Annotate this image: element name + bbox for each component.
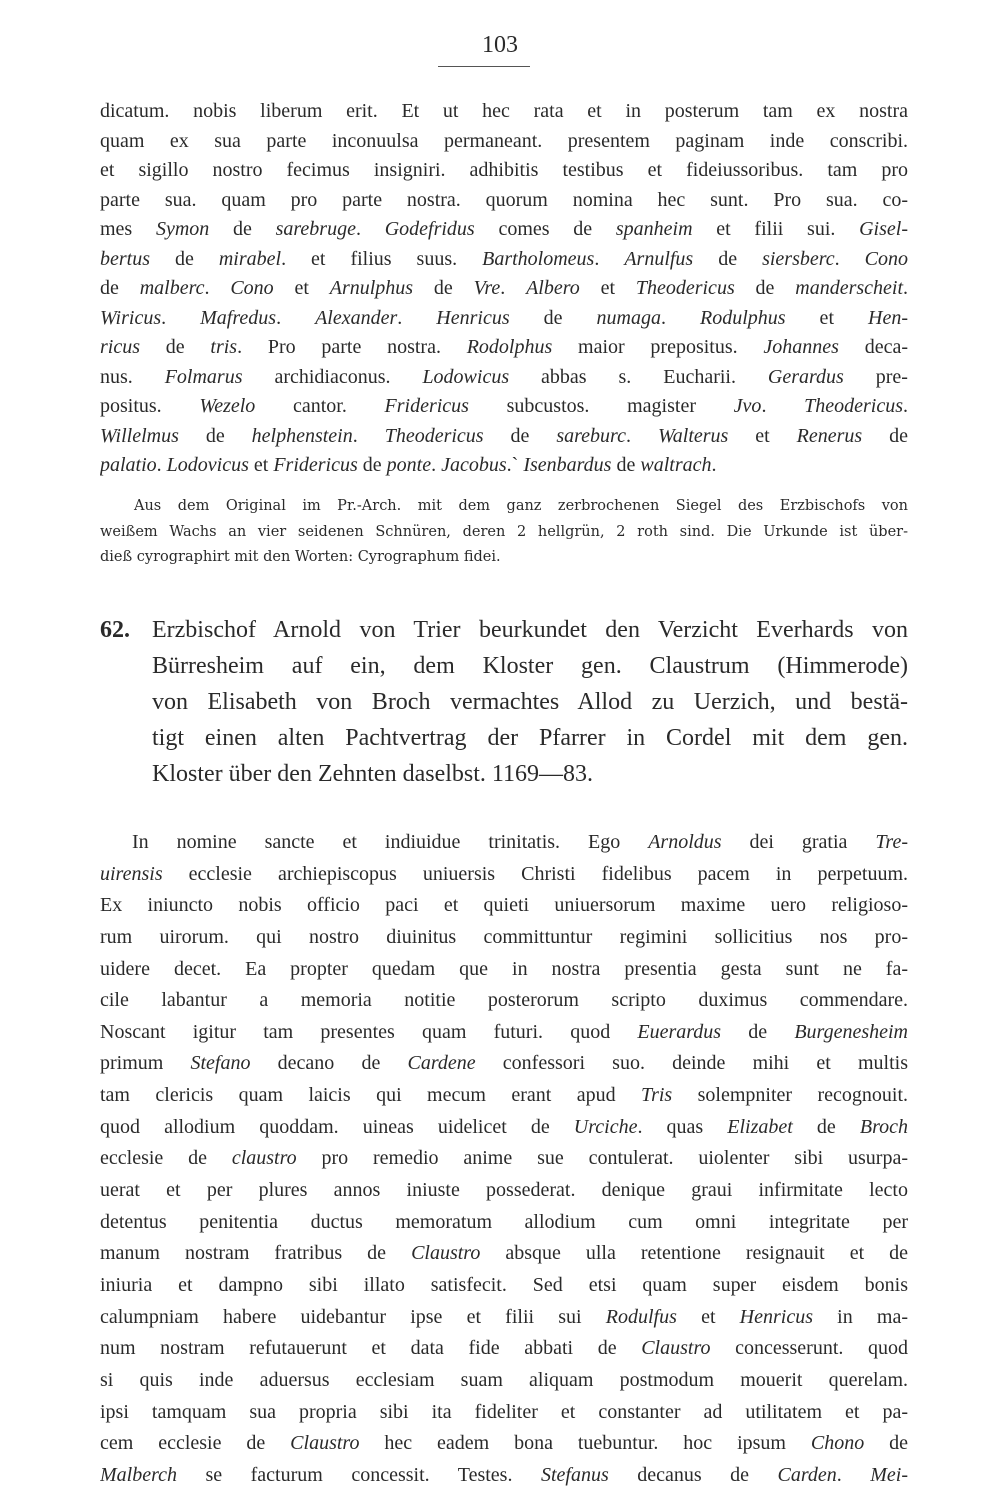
text-line bbox=[100, 156, 908, 186]
text-line bbox=[100, 304, 908, 334]
text-line bbox=[100, 494, 908, 520]
text-run: si quis inde aduersus ecclesiam suam aliquam postmodum mouerit querelam. bbox=[100, 1368, 908, 1391]
text-run: in ma- bbox=[813, 1305, 908, 1328]
text-line bbox=[152, 648, 908, 684]
italic-name: Broch bbox=[859, 1115, 908, 1138]
text-run: dieß cyrographirt mit den Worten: Cyrographum fidei. bbox=[100, 549, 501, 565]
text-run: . bbox=[625, 424, 658, 447]
text-run: de bbox=[413, 277, 474, 299]
text-run: et bbox=[785, 306, 869, 329]
italic-name: Alexander bbox=[315, 306, 398, 329]
text-run: subcustos. magister bbox=[468, 395, 734, 417]
italic-name: Cono bbox=[864, 247, 908, 270]
text-run: maior prepositus. bbox=[552, 336, 764, 358]
italic-name: spanheim bbox=[615, 218, 693, 240]
text-line bbox=[100, 520, 908, 546]
italic-name: Mafredus bbox=[200, 306, 277, 329]
text-run: absque ulla retentione resignauit et de bbox=[480, 1242, 908, 1265]
text-line bbox=[100, 1270, 908, 1302]
text-run: parte sua. quam pro parte nostra. quorum nomina hec sunt. Pro sua. co- bbox=[100, 188, 908, 211]
text-run: de bbox=[734, 277, 796, 299]
italic-name: Folmarus bbox=[164, 365, 243, 388]
text-run: . bbox=[276, 306, 316, 329]
text-run: et sigillo nostro fecimus insigniri. adhibitis testibus et fideiussoribus. tam pro bbox=[100, 159, 908, 181]
text-run: de bbox=[178, 424, 252, 447]
text-line bbox=[100, 1333, 908, 1365]
text-run: rum uirorum. qui nostro diuinitus committuntur regimini sollicitius nos pro- bbox=[100, 925, 908, 948]
text-run: . bbox=[903, 395, 908, 417]
text-run: Bürresheim auf ein, dem Kloster gen. Claustrum (Himmerode) bbox=[152, 653, 908, 679]
italic-name: Fridericus bbox=[273, 454, 358, 476]
text-run: . bbox=[355, 218, 385, 240]
text-line bbox=[152, 684, 908, 720]
text-run: calumpniam habere uidebantur ipse et filii sui bbox=[100, 1305, 606, 1328]
italic-name: Lodowicus bbox=[422, 365, 510, 388]
italic-name: bertus bbox=[100, 247, 150, 270]
italic-name: Cardene bbox=[407, 1052, 476, 1075]
text-run: . bbox=[836, 1463, 871, 1486]
italic-name: Isenbardus bbox=[523, 454, 612, 476]
italic-name: palatio bbox=[100, 454, 157, 476]
text-line bbox=[152, 612, 908, 648]
text-run: primum bbox=[100, 1052, 191, 1075]
text-run: ecclesie de bbox=[100, 1147, 232, 1170]
italic-name: tris bbox=[210, 336, 238, 358]
text-line bbox=[100, 1080, 908, 1112]
text-run: . et filius suus. bbox=[281, 247, 483, 270]
italic-name: Walterus bbox=[657, 424, 729, 447]
italic-name: waltrach bbox=[640, 454, 712, 476]
text-line bbox=[100, 1397, 908, 1429]
italic-name: Rodolphus bbox=[466, 336, 553, 358]
text-line bbox=[100, 859, 908, 891]
text-run: Aus dem Original im Pr.-Arch. mit dem ganz zerbrochenen Siegel des Erzbischofs von bbox=[134, 498, 908, 514]
italic-name: Theodericus bbox=[384, 424, 484, 447]
text-run: Erzbischof Arnold von Trier beurkundet den Verzicht Everhards von bbox=[152, 617, 908, 643]
text-run: manum nostram fratribus de bbox=[100, 1242, 412, 1265]
text-line bbox=[100, 1048, 908, 1080]
italic-name: Renerus bbox=[796, 424, 863, 447]
text-run: de bbox=[150, 247, 219, 270]
text-run: . bbox=[352, 424, 385, 447]
text-line bbox=[100, 1365, 908, 1397]
text-line bbox=[100, 127, 908, 157]
text-run: . bbox=[161, 306, 201, 329]
italic-name: Wiricus bbox=[100, 306, 162, 329]
italic-name: Cono bbox=[230, 277, 274, 299]
italic-name: Johannes bbox=[763, 336, 839, 358]
text-line bbox=[100, 97, 908, 127]
italic-name: Theodericus bbox=[804, 395, 904, 417]
document-number: 62. bbox=[100, 617, 130, 643]
text-run: de bbox=[792, 1115, 860, 1138]
text-run: se facturum concessit. Testes. bbox=[177, 1463, 541, 1486]
text-run: num nostram refutauerunt et data fide abbati de bbox=[100, 1337, 642, 1360]
text-line bbox=[100, 954, 908, 986]
text-run: de bbox=[864, 1432, 908, 1455]
text-run: . bbox=[761, 395, 805, 417]
text-run: de bbox=[611, 454, 641, 476]
text-run: detentus penitentia ductus memoratum allodium cum omni integritate per bbox=[100, 1210, 908, 1233]
text-run: Kloster über den Zehnten daselbst. 1169—83. bbox=[152, 761, 594, 787]
text-run: . bbox=[431, 454, 442, 476]
italic-name: Chono bbox=[810, 1432, 865, 1455]
italic-name: manderscheit bbox=[795, 277, 904, 299]
text-run: et bbox=[676, 1305, 740, 1328]
text-run: ipsi tamquam sua propria sibi ita fideliter et constanter ad utilitatem et pa- bbox=[100, 1400, 908, 1423]
text-run: . bbox=[594, 247, 625, 270]
italic-name: Willelmus bbox=[100, 424, 179, 447]
text-line bbox=[100, 245, 908, 275]
text-run: tigt einen alten Pachtvertrag der Pfarrer in Cordel mit dem gen. bbox=[152, 725, 908, 751]
italic-name: Arnulfus bbox=[624, 247, 694, 270]
text-line bbox=[100, 1302, 908, 1334]
text-run: deca- bbox=[838, 336, 908, 358]
text-run: uidere decet. Ea propter quedam que in nostra presentia gesta sunt ne fa- bbox=[100, 957, 908, 980]
text-line bbox=[100, 890, 908, 922]
italic-name: malberc bbox=[139, 277, 205, 299]
text-line bbox=[100, 333, 908, 363]
italic-name: claustro bbox=[231, 1147, 297, 1170]
text-line bbox=[100, 215, 908, 245]
text-run: archidiaconus. bbox=[242, 365, 423, 388]
text-run: . Pro parte nostra. bbox=[237, 336, 467, 358]
text-run: Noscant igitur tam presentes quam futuri. quod bbox=[100, 1020, 638, 1043]
text-line bbox=[100, 392, 908, 422]
italic-name: Wezelo bbox=[199, 395, 256, 417]
heading-text bbox=[152, 612, 908, 792]
italic-name: uirensis bbox=[100, 862, 163, 885]
text-line bbox=[100, 422, 908, 452]
text-line bbox=[100, 451, 908, 481]
italic-name: Tre- bbox=[875, 831, 908, 853]
text-line bbox=[100, 1017, 908, 1049]
text-run: cantor. bbox=[255, 395, 385, 417]
text-run: concesserunt. quod bbox=[710, 1337, 908, 1360]
text-run: . quas bbox=[637, 1115, 728, 1138]
italic-name: sarebruge bbox=[275, 218, 356, 240]
italic-name: ricus bbox=[100, 336, 140, 358]
italic-name: Bartholomeus bbox=[482, 247, 595, 270]
document-paragraph-charter bbox=[100, 827, 908, 1491]
italic-name: Malberch bbox=[100, 1463, 178, 1486]
text-line bbox=[100, 1143, 908, 1175]
text-run: de bbox=[209, 218, 276, 240]
text-run: . bbox=[711, 454, 717, 476]
italic-name: helphenstein bbox=[251, 424, 353, 447]
text-run: et bbox=[248, 454, 274, 476]
text-run: dei gratia bbox=[721, 831, 876, 853]
italic-name: Urciche bbox=[573, 1115, 638, 1138]
text-run: de bbox=[721, 1020, 795, 1043]
text-run: confessori suo. deinde mihi et multis bbox=[475, 1052, 908, 1075]
text-line bbox=[100, 922, 908, 954]
text-run: abbas s. Eucharii. bbox=[509, 365, 768, 388]
text-run: ecclesie archiepiscopus uniuersis Christi fidelibus pacem in perpetuum. bbox=[162, 862, 908, 885]
text-run: cile labantur a memoria notitie posterorum scripto duximus commendare. bbox=[100, 989, 908, 1012]
text-run: tam clericis quam laicis qui mecum erant apud bbox=[100, 1084, 642, 1107]
page-number-rule bbox=[438, 66, 530, 67]
text-line bbox=[100, 186, 908, 216]
text-run: . bbox=[204, 277, 231, 299]
text-run: quam ex sua parte inconuulsa permaneant. presentem paginam inde conscribi. bbox=[100, 129, 908, 152]
italic-name: Henricus bbox=[436, 306, 510, 329]
text-line bbox=[100, 1175, 908, 1207]
text-run: et filii sui. bbox=[692, 218, 860, 240]
italic-name: Arnoldus bbox=[648, 831, 722, 853]
text-run: Ex iniuncto nobis officio paci et quieti uniuersorum maxime uero religioso- bbox=[100, 894, 908, 917]
text-run: . bbox=[903, 277, 908, 299]
italic-name: Jacobus bbox=[441, 454, 507, 476]
italic-name: Claustro bbox=[411, 1242, 481, 1265]
italic-name: sareburc bbox=[556, 424, 626, 447]
text-run: de bbox=[100, 277, 140, 299]
text-line bbox=[100, 827, 908, 859]
italic-name: Gisel- bbox=[859, 218, 908, 240]
text-line bbox=[100, 1112, 908, 1144]
text-line bbox=[100, 1460, 908, 1492]
text-run: .` bbox=[506, 454, 524, 476]
text-run: . bbox=[156, 454, 167, 476]
italic-name: Carden bbox=[777, 1463, 837, 1486]
page-number: 103 bbox=[482, 32, 518, 58]
italic-name: Godefridus bbox=[384, 218, 475, 240]
italic-name: Theodericus bbox=[635, 277, 735, 299]
italic-name: siersberc bbox=[762, 247, 835, 270]
text-run: de bbox=[483, 424, 557, 447]
italic-name: ponte bbox=[386, 454, 432, 476]
text-run: iniuria et dampno sibi illato satisfecit. Sed etsi quam super eisdem bonis bbox=[100, 1273, 908, 1296]
text-run: quod allodium quoddam. uineas uidelicet de bbox=[100, 1115, 574, 1138]
text-run: von Elisabeth von Broch vermachtes Allod zu Uerzich, und bestä- bbox=[152, 689, 908, 715]
italic-name: Claustro bbox=[290, 1432, 360, 1455]
text-line bbox=[100, 545, 908, 571]
text-line bbox=[100, 985, 908, 1017]
italic-name: Albero bbox=[526, 277, 580, 299]
italic-name: Claustro bbox=[641, 1337, 711, 1360]
text-run: cem ecclesie de bbox=[100, 1432, 291, 1455]
text-run: et bbox=[579, 277, 636, 299]
text-line bbox=[100, 274, 908, 304]
text-run: In nomine sancte et indiuidue trinitatis. Ego bbox=[132, 831, 649, 853]
italic-name: mirabel bbox=[218, 247, 282, 270]
text-run: positus. bbox=[100, 395, 200, 417]
document-paragraph-continued bbox=[100, 97, 908, 481]
italic-name: Symon bbox=[155, 218, 210, 240]
text-line bbox=[100, 363, 908, 393]
text-run: solempniter recognouit. bbox=[672, 1084, 908, 1107]
italic-name: Fridericus bbox=[384, 395, 469, 417]
text-run: decano de bbox=[250, 1052, 408, 1075]
text-run: pre- bbox=[843, 365, 908, 388]
text-run: uerat et per plures annos iniuste possederat. denique graui infirmitate lecto bbox=[100, 1179, 908, 1202]
italic-name: Gerardus bbox=[767, 365, 844, 388]
italic-name: Hen- bbox=[868, 306, 908, 329]
text-run: de bbox=[862, 424, 908, 447]
text-run: nus. bbox=[100, 365, 165, 388]
text-run: pro remedio anime sue contulerat. uiolenter sibi usurpa- bbox=[296, 1147, 908, 1170]
text-run: hec eadem bona tuebuntur. hoc ipsum bbox=[359, 1432, 811, 1455]
text-run: et bbox=[728, 424, 797, 447]
italic-name: Lodovicus bbox=[166, 454, 249, 476]
italic-name: Euerardus bbox=[637, 1020, 722, 1043]
text-run: de bbox=[140, 336, 211, 358]
italic-name: Burgenesheim bbox=[794, 1020, 908, 1043]
italic-name: Stefano bbox=[190, 1052, 251, 1075]
text-line bbox=[100, 1238, 908, 1270]
text-line bbox=[152, 756, 908, 792]
italic-name: Jvo bbox=[733, 395, 762, 417]
text-run: . bbox=[660, 306, 700, 329]
text-run: weißem Wachs an vier seidenen Schnüren, deren 2 hellgrün, 2 roth sind. Die Urkunde ist über- bbox=[100, 523, 908, 540]
italic-name: numaga bbox=[596, 306, 661, 329]
source-note bbox=[100, 494, 908, 571]
text-run: comes de bbox=[474, 218, 616, 240]
italic-name: Stefanus bbox=[540, 1463, 609, 1486]
text-run: decanus de bbox=[608, 1463, 778, 1486]
italic-name: Tris bbox=[641, 1084, 673, 1107]
italic-name: Rodulfus bbox=[605, 1305, 677, 1328]
italic-name: Vre bbox=[473, 277, 501, 299]
text-run: mes bbox=[100, 218, 156, 240]
text-run: . bbox=[500, 277, 527, 299]
italic-name: Mei- bbox=[870, 1463, 908, 1486]
italic-name: Arnulphus bbox=[329, 277, 414, 299]
italic-name: Rodulphus bbox=[699, 306, 786, 329]
text-run: dicatum. nobis liberum erit. Et ut hec rata et in posterum tam ex nostra bbox=[100, 100, 908, 122]
text-run: . bbox=[397, 306, 437, 329]
text-run: de bbox=[357, 454, 387, 476]
text-run: de bbox=[509, 306, 597, 329]
text-line bbox=[152, 720, 908, 756]
italic-name: Elizabet bbox=[727, 1115, 793, 1138]
text-run: de bbox=[693, 247, 763, 270]
text-run: et bbox=[273, 277, 330, 299]
text-line bbox=[100, 1207, 908, 1239]
italic-name: Henricus bbox=[739, 1305, 813, 1328]
text-line bbox=[100, 1428, 908, 1460]
text-run: . bbox=[834, 247, 865, 270]
